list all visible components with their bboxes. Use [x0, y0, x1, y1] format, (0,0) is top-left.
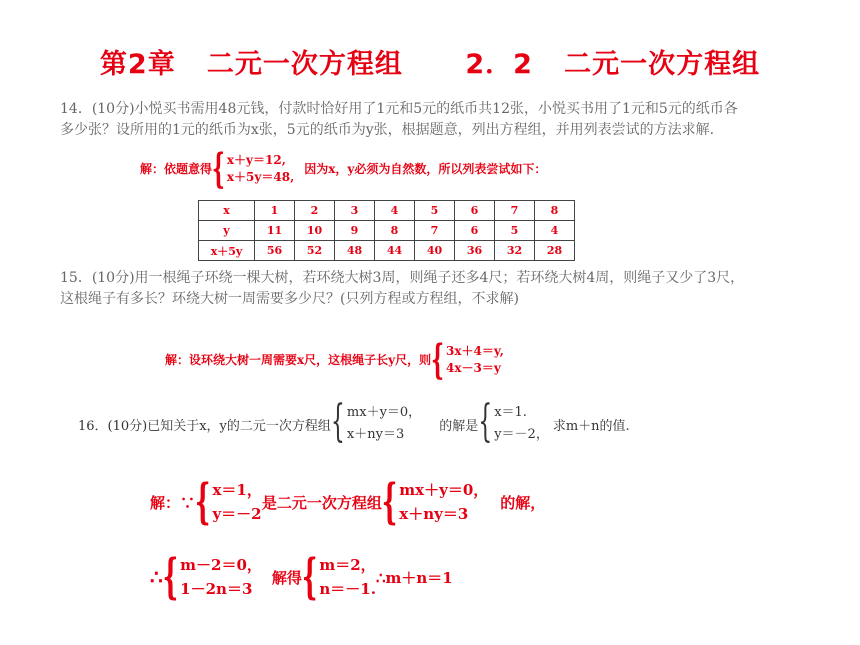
left-brace: {: [212, 144, 225, 192]
table-cell: 7: [415, 221, 455, 241]
question-16-middle: 的解是: [439, 418, 479, 434]
chapter-title: 二元一次方程组: [206, 49, 403, 80]
table-cell: 11: [255, 221, 295, 241]
therefore-symbol: ∴: [150, 565, 163, 589]
question-15-line-1: 15．(10分)用一根绳子环绕一棵大树，若环绕大树3周，则绳子还多4尺；若环绕大树4周，则绳子又少了3尺，: [60, 270, 745, 286]
table-cell: 9: [335, 221, 375, 241]
equation-1: 3x＋4＝y,: [446, 344, 504, 358]
table-cell: 48: [335, 241, 375, 261]
table-cell: 1: [255, 201, 295, 221]
solve-word: 解得: [271, 568, 302, 587]
solution-y: y＝－2，: [494, 427, 549, 442]
trial-table: [198, 200, 575, 261]
table-cell: 32: [495, 241, 535, 261]
table-cell: x: [199, 201, 255, 221]
equation-1: m－2＝0，: [180, 556, 262, 574]
left-brace: {: [381, 472, 398, 530]
table-cell: 4: [375, 201, 415, 221]
table-cell: 8: [375, 221, 415, 241]
equation-1: x＋y＝12,: [226, 153, 286, 167]
solution-prefix: 解：设环绕大树一周需要x尺，这根绳子长y尺，则: [165, 352, 432, 367]
equation-2: x＋ny＝3: [399, 505, 469, 523]
question-16-prefix: 16．(10分)已知关于x，y的二元一次方程组: [78, 418, 331, 434]
table-cell: 5: [415, 201, 455, 221]
chapter-number: 第2章: [99, 49, 176, 80]
question-14-line-2: 多少张？设所用的1元的纸币为x张，5元的纸币为y张，根据题意，列出方程组，并用列表尝试的方法求解.: [60, 122, 715, 138]
question-15-solution: [165, 335, 504, 383]
table-cell: 44: [375, 241, 415, 261]
question-15-line-2: 这根绳子有多长？环绕大树一周需要多少尺？(只列方程或方程组，不求解): [60, 291, 519, 307]
table-row: [199, 241, 575, 261]
section-number: 2．2: [465, 49, 533, 80]
equation-1: x＝1，: [212, 481, 262, 499]
solution-x: x＝1.: [494, 405, 527, 420]
question-14: [60, 99, 840, 141]
equation-2: 4x－3＝y: [446, 361, 501, 375]
equation-2: n＝－1.: [319, 580, 376, 598]
final-answer: ∴m＋n＝1: [375, 568, 453, 587]
question-16-answer-line-1: [150, 472, 546, 530]
table-row: [199, 201, 575, 221]
answer-end: 的解，: [500, 493, 546, 512]
equation-1: m＝2，: [319, 556, 376, 574]
table-cell: 6: [455, 201, 495, 221]
table-cell: 28: [535, 241, 575, 261]
question-16-answer-line-2: [150, 547, 453, 605]
equation-system: [212, 144, 295, 192]
table-cell: 56: [255, 241, 295, 261]
equation-system: [162, 547, 262, 605]
section-title: 二元一次方程组: [564, 49, 761, 80]
question-16: [78, 398, 630, 448]
table-cell: 3: [335, 201, 375, 221]
left-brace: {: [478, 398, 493, 448]
solution-suffix: 因为x，y必须为自然数，所以列表尝试如下：: [304, 161, 547, 176]
table-cell: 36: [455, 241, 495, 261]
table-cell: 52: [295, 241, 335, 261]
equation-2: x＋ny＝3: [346, 427, 405, 442]
solution-system: [478, 398, 549, 448]
answer-middle: 是二元一次方程组: [261, 493, 382, 512]
equation-2: y＝－2: [212, 505, 262, 523]
left-brace: {: [162, 547, 179, 605]
solution-prefix: 解：依题意得: [140, 161, 213, 176]
left-brace: {: [301, 547, 318, 605]
table-cell: 4: [535, 221, 575, 241]
table-row: [199, 221, 575, 241]
equation-2: 1－2n＝3: [180, 580, 253, 598]
left-brace: {: [431, 335, 445, 383]
question-15: [60, 268, 840, 310]
answer-prefix: 解：∵: [150, 493, 196, 512]
equation-system: [195, 472, 262, 530]
equation-system: [431, 335, 504, 383]
left-brace: {: [195, 472, 211, 530]
table-cell: 40: [415, 241, 455, 261]
equation-system: [381, 472, 489, 530]
question-14-line-1: 14．(10分)小悦买书需用48元钱，付款时恰好用了1元和5元的纸币共12张，小悦买书用了1元和5元的纸币各: [60, 101, 738, 117]
table-cell: 6: [455, 221, 495, 241]
question-16-suffix: 求m＋n的值.: [552, 418, 630, 434]
table-cell: 2: [295, 201, 335, 221]
left-brace: {: [330, 398, 345, 448]
equation-system: [301, 547, 376, 605]
page-title: [0, 42, 860, 81]
table-cell: 7: [495, 201, 535, 221]
equation-2: x＋5y＝48,: [226, 170, 295, 184]
table-cell: x＋5y: [199, 241, 255, 261]
table-cell: 8: [535, 201, 575, 221]
equation-1: mx＋y＝0，: [346, 405, 422, 420]
question-14-solution: [140, 144, 547, 192]
table-cell: 10: [295, 221, 335, 241]
equation-1: mx＋y＝0，: [399, 481, 489, 499]
table-cell: y: [199, 221, 255, 241]
table-cell: 5: [495, 221, 535, 241]
equation-system: [330, 398, 422, 448]
